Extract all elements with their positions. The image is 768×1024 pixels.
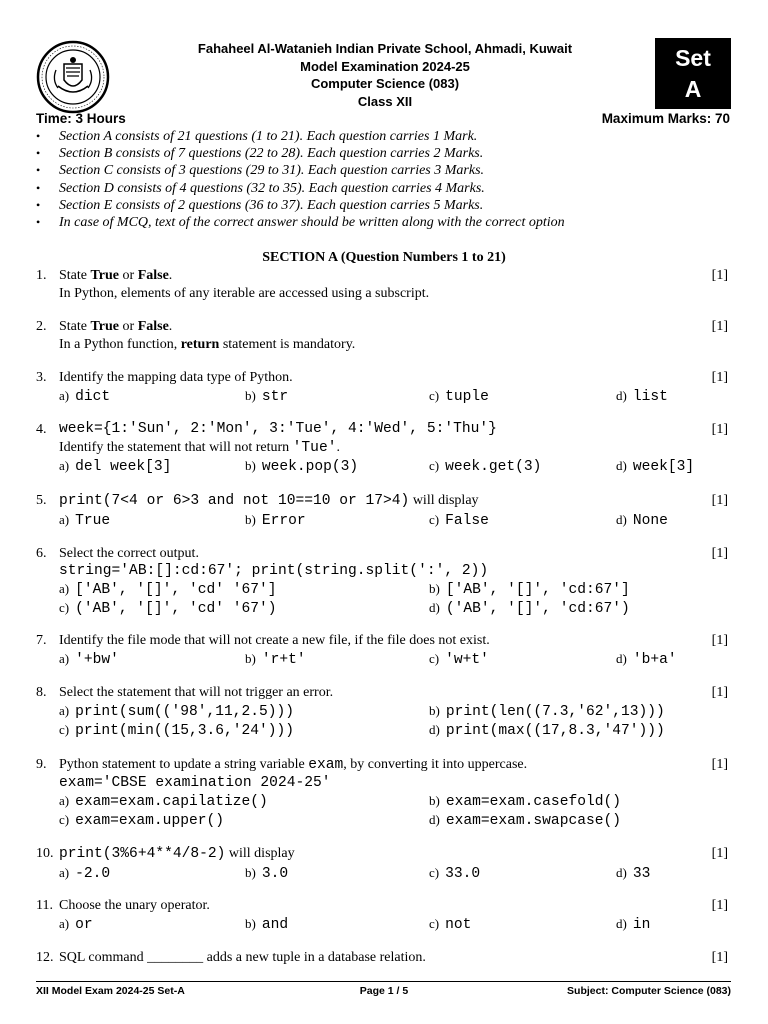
option-d: d) 33: [616, 864, 651, 882]
option-b: b) 'r+t': [245, 650, 306, 668]
question-text: print(3%6+4**4/8-2) will display: [59, 846, 295, 862]
question-text: State True or False.: [59, 268, 173, 283]
option-c: c) exam=exam.upper(): [59, 812, 224, 829]
question-9: [36, 756, 728, 830]
question-marks: [1]: [711, 898, 728, 913]
question-7: [36, 632, 728, 669]
option-a: a) -2.0: [59, 864, 111, 882]
bullet-icon: •: [36, 146, 41, 161]
question-code: string='AB:[]:cd:67'; print(string.split(':', 2)): [59, 562, 489, 579]
option-d: d) None: [616, 511, 668, 529]
question-8: [36, 684, 728, 740]
question-marks: [1]: [711, 422, 728, 437]
exam-name: Model Examination 2024-25: [300, 58, 470, 74]
school-crest-icon: [36, 40, 110, 114]
options-row: [59, 792, 728, 811]
set-word: Set: [675, 45, 711, 71]
options-row: [59, 599, 728, 618]
question-number: 2.: [36, 319, 47, 334]
option-c: c) False: [429, 511, 489, 529]
bullet-icon: •: [36, 197, 41, 212]
option-b: b) Error: [245, 511, 306, 529]
question-number: 5.: [36, 493, 47, 508]
question-code: week={1:'Sun', 2:'Mon', 3:'Tue', 4:'Wed', 5:'Thu'}: [59, 421, 497, 437]
section-title: SECTION A (Question Numbers 1 to 21): [262, 250, 506, 265]
options-row: [59, 721, 728, 740]
option-a: a) dict: [59, 387, 111, 405]
option-b: b) 3.0: [245, 864, 289, 882]
question-number: 7.: [36, 633, 47, 648]
question-10: [36, 845, 728, 883]
option-c: c) 33.0: [429, 864, 481, 882]
options-row: [59, 580, 728, 599]
question-marks: [1]: [711, 493, 728, 508]
question-marks: [1]: [711, 268, 728, 283]
question-text: Identify the statement that will not return 'Tue'.: [59, 439, 340, 456]
question-text: SQL command ________ adds a new tuple in a database relation.: [59, 950, 426, 965]
subject-name: Computer Science (083): [310, 76, 460, 91]
option-d: d) print(max((17,8.3,'47'))): [429, 721, 665, 739]
instructions-list: [36, 128, 736, 231]
options-row: [59, 457, 728, 476]
option-a: a) del week[3]: [59, 458, 172, 475]
question-4: [36, 421, 728, 476]
bullet-icon: •: [36, 180, 41, 195]
option-c: c) tuple: [429, 387, 489, 405]
instruction-item: • Section C consists of 3 questions (29 to 31). Each question carries 3 Marks.: [36, 163, 485, 179]
option-b: b) and: [245, 915, 289, 933]
question-marks: [1]: [711, 757, 728, 772]
instruction-item: • Section A consists of 21 questions (1 to 21). Each question carries 1 Mark.: [36, 129, 478, 144]
option-b: b) ['AB', '[]', 'cd:67']: [429, 581, 630, 598]
option-b: b) str: [245, 387, 289, 405]
options-row: [59, 387, 728, 406]
question-marks: [1]: [711, 370, 728, 385]
options-row: [59, 811, 728, 830]
option-c: c) week.get(3): [429, 458, 542, 475]
footer-page: Page 1 / 5: [359, 985, 409, 997]
question-number: 8.: [36, 685, 47, 700]
question-text: Select the correct output.: [59, 546, 199, 561]
question-text: Identify the file mode that will not create a new file, if the file does not exist.: [59, 633, 490, 648]
question-1: [36, 267, 728, 302]
bullet-icon: •: [36, 163, 41, 178]
question-marks: [1]: [711, 546, 728, 561]
option-d: d) in: [616, 915, 651, 933]
options-row: [59, 915, 728, 934]
question-number: 9.: [36, 757, 47, 772]
class-name: Class XII: [357, 93, 413, 109]
footer-right: Subject: Computer Science (083): [567, 985, 731, 997]
option-b: b) exam=exam.casefold(): [429, 793, 621, 810]
bullet-icon: •: [36, 129, 41, 143]
question-marks: [1]: [711, 846, 728, 861]
option-d: d) exam=exam.swapcase(): [429, 812, 621, 829]
question-number: 4.: [36, 422, 47, 437]
question-number: 11.: [36, 898, 53, 913]
school-name: Fahaheel Al-Watanieh Indian Private School, Ahmadi, Kuwait: [197, 41, 573, 56]
instruction-item: • Section B consists of 7 questions (22 to 28). Each question carries 2 Marks.: [36, 146, 484, 162]
question-text: Identify the mapping data type of Python.: [59, 370, 293, 385]
instruction-item: • Section E consists of 2 questions (36 to 37). Each question carries 5 Marks.: [36, 197, 484, 213]
option-c: c) ('AB', '[]', 'cd' '67'): [59, 600, 277, 617]
set-badge: [655, 38, 731, 109]
question-11: [36, 897, 728, 934]
question-statement: In a Python function, return statement is mandatory.: [59, 336, 356, 352]
option-d: d) 'b+a': [616, 650, 677, 668]
question-marks: [1]: [711, 633, 728, 648]
option-c: c) print(min((15,3.6,'24'))): [59, 721, 295, 739]
question-statement: In Python, elements of any iterable are accessed using a subscript.: [59, 285, 430, 301]
question-6: [36, 545, 728, 618]
question-marks: [1]: [711, 685, 728, 700]
option-a: a) exam=exam.capilatize(): [59, 793, 268, 810]
option-a: a) print(sum(('98',11,2.5))): [59, 702, 295, 720]
question-text: print(7<4 or 6>3 and not 10==10 or 17>4) will display: [59, 493, 479, 509]
question-number: 1.: [36, 268, 47, 283]
option-a: a) '+bw': [59, 650, 119, 668]
question-number: 10.: [36, 846, 54, 861]
option-b: b) week.pop(3): [245, 458, 359, 475]
instruction-item: • Section D consists of 4 questions (32 to 35). Each question carries 4 Marks.: [36, 180, 485, 196]
exam-header: [140, 40, 630, 110]
option-a: a) or: [59, 915, 93, 933]
options-row: [59, 650, 728, 669]
question-marks: [1]: [711, 950, 728, 965]
question-text: Choose the unary operator.: [59, 898, 210, 913]
option-a: a) ['AB', '[]', 'cd' '67']: [59, 581, 277, 598]
question-text: State True or False.: [59, 319, 173, 334]
option-b: b) print(len((7.3,'62',13))): [429, 702, 665, 720]
question-number: 12.: [36, 950, 54, 965]
option-d: d) ('AB', '[]', 'cd:67'): [429, 600, 630, 617]
option-d: d) list: [616, 387, 668, 405]
option-c: c) not: [429, 915, 472, 933]
footer-divider: [36, 981, 731, 982]
question-number: 6.: [36, 546, 47, 561]
options-row: [59, 702, 728, 721]
option-d: d) week[3]: [616, 458, 695, 475]
exam-time: Time: 3 Hours: [36, 111, 126, 126]
options-row: [59, 511, 728, 530]
question-text: Select the statement that will not trigger an error.: [59, 685, 334, 700]
max-marks: Maximum Marks: 70: [601, 111, 730, 126]
question-5: [36, 492, 728, 530]
question-3: [36, 369, 728, 406]
question-text: Python statement to update a string variable exam, by converting it into uppercase.: [59, 757, 528, 773]
option-c: c) 'w+t': [429, 650, 489, 668]
instruction-item: • In case of MCQ, text of the correct answer should be written along with the correct option: [36, 215, 565, 231]
footer-left: XII Model Exam 2024-25 Set-A: [36, 985, 185, 997]
question-number: 3.: [36, 370, 47, 385]
question-code: exam='CBSE examination 2024-25': [59, 774, 331, 791]
set-letter: A: [684, 76, 702, 102]
option-a: a) True: [59, 511, 111, 529]
question-marks: [1]: [711, 319, 728, 334]
options-row: [59, 864, 728, 883]
question-12: [36, 949, 728, 967]
bullet-icon: •: [36, 215, 41, 230]
question-2: [36, 318, 728, 353]
